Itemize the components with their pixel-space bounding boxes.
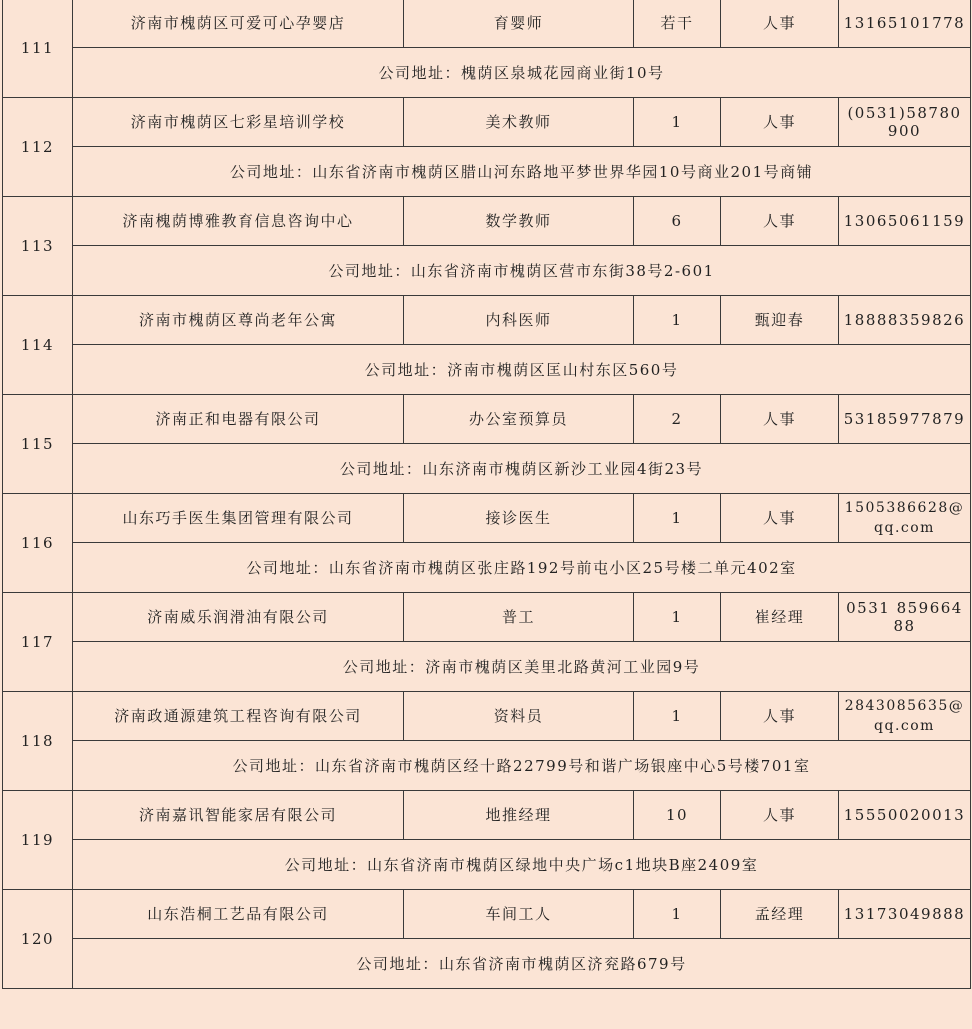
contact-phone: 2843085635@qq.com [839,692,971,741]
table-row [3,791,971,840]
table-row [3,494,971,543]
hiring-count: 1 [634,296,721,345]
hiring-count: 若干 [634,0,721,48]
address-value: 山东省济南市槐荫区绿地中央广场c1地块B座2409室 [367,855,759,874]
job-position: 地推经理 [404,791,634,840]
job-position: 车间工人 [404,890,634,939]
address-label: 公司地址： [364,360,448,379]
job-position: 育婴师 [404,0,634,48]
contact-person: 人事 [721,692,839,741]
contact-phone: 13065061159 [839,197,971,246]
table-row [3,98,971,147]
row-number: 114 [3,296,73,395]
company-name: 山东浩桐工艺品有限公司 [73,890,404,939]
company-name: 济南槐荫博雅教育信息咨询中心 [73,197,404,246]
address-value: 山东省济南市槐荫区经十路22799号和谐广场银座中心5号楼701室 [315,756,811,775]
contact-person: 崔经理 [721,593,839,642]
job-position: 内科医师 [404,296,634,345]
hiring-count: 6 [634,197,721,246]
company-name: 济南嘉讯智能家居有限公司 [73,791,404,840]
address-label: 公司地址： [232,756,316,775]
company-address [73,642,971,692]
table-row [3,197,971,246]
company-name: 济南市槐荫区尊尚老年公寓 [73,296,404,345]
contact-person: 人事 [721,494,839,543]
address-label: 公司地址： [339,459,423,478]
contact-phone: 53185977879 [839,395,971,444]
address-row [3,444,971,494]
row-number: 120 [3,890,73,989]
contact-phone: 0531 85966488 [839,593,971,642]
address-label: 公司地址： [378,63,461,82]
company-address [73,543,971,593]
contact-person: 人事 [721,0,839,48]
address-value: 济南市槐荫区匡山村东区560号 [447,360,679,379]
job-position: 数学教师 [404,197,634,246]
job-position: 接诊医生 [404,494,634,543]
address-row [3,147,971,197]
table-row [3,593,971,642]
address-label: 公司地址： [246,558,329,577]
row-number: 115 [3,395,73,494]
company-address [73,444,971,494]
company-name: 济南市槐荫区可爱可心孕婴店 [73,0,404,48]
address-value: 山东省济南市槐荫区腊山河东路地平梦世界华园10号商业201号商铺 [312,162,814,181]
company-name: 济南政通源建筑工程咨询有限公司 [73,692,404,741]
row-number: 116 [3,494,73,593]
hiring-count: 1 [634,494,721,543]
row-number: 111 [3,0,73,98]
contact-person: 人事 [721,98,839,147]
company-address [73,840,971,890]
address-label: 公司地址： [328,261,411,280]
address-value: 山东省济南市槐荫区张庄路192号前屯小区25号楼二单元402室 [328,558,797,577]
contact-phone: 1505386628@qq.com [839,494,971,543]
hiring-count: 1 [634,890,721,939]
address-row [3,840,971,890]
contact-person: 人事 [721,395,839,444]
contact-person: 孟经理 [721,890,839,939]
job-position: 美术教师 [404,98,634,147]
address-row [3,939,971,989]
contact-phone: 18888359826 [839,296,971,345]
job-listing-table [2,0,971,989]
contact-phone: 15550020013 [839,791,971,840]
address-value: 济南市槐荫区美里北路黄河工业园9号 [425,657,701,676]
address-value: 山东济南市槐荫区新沙工业园4街23号 [422,459,704,478]
hiring-count: 1 [634,593,721,642]
company-name: 山东巧手医生集团管理有限公司 [73,494,404,543]
hiring-count: 1 [634,692,721,741]
row-number: 119 [3,791,73,890]
table-row [3,0,971,48]
job-position: 普工 [404,593,634,642]
job-position: 办公室预算员 [404,395,634,444]
address-row [3,246,971,296]
company-name: 济南威乐润滑油有限公司 [73,593,404,642]
row-number: 117 [3,593,73,692]
address-label: 公司地址： [356,954,439,973]
address-value: 山东省济南市槐荫区济兖路679号 [438,954,687,973]
company-address [73,939,971,989]
contact-phone: 13173049888 [839,890,971,939]
company-address [73,147,971,197]
contact-phone: (0531)58780900 [839,98,971,147]
address-value: 槐荫区泉城花园商业街10号 [460,63,665,82]
contact-person: 人事 [721,197,839,246]
contact-person: 人事 [721,791,839,840]
table-row [3,692,971,741]
company-name: 济南正和电器有限公司 [73,395,404,444]
company-address [73,48,971,98]
hiring-count: 10 [634,791,721,840]
address-row [3,345,971,395]
address-label: 公司地址： [342,657,426,676]
contact-phone: 13165101778 [839,0,971,48]
company-address [73,741,971,791]
row-number: 118 [3,692,73,791]
row-number: 112 [3,98,73,197]
address-row [3,741,971,791]
hiring-count: 1 [634,98,721,147]
address-row [3,543,971,593]
address-label: 公司地址： [229,162,313,181]
company-name: 济南市槐荫区七彩星培训学校 [73,98,404,147]
address-row [3,642,971,692]
address-label: 公司地址： [284,855,368,874]
table-row [3,395,971,444]
contact-person: 甄迎春 [721,296,839,345]
table-row [3,296,971,345]
row-number: 113 [3,197,73,296]
address-row [3,48,971,98]
hiring-count: 2 [634,395,721,444]
address-value: 山东省济南市槐荫区营市东街38号2-601 [410,261,715,280]
job-position: 资料员 [404,692,634,741]
table-row [3,890,971,939]
company-address [73,345,971,395]
company-address [73,246,971,296]
